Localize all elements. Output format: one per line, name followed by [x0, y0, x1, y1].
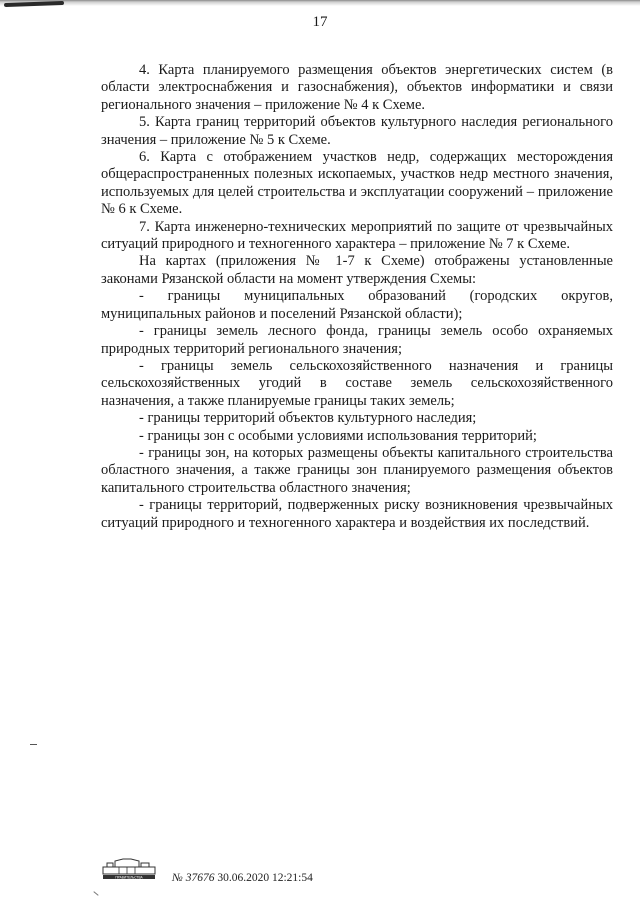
- list-item-emergency-risk: - границы территорий, подверженных риску возникновения чрезвычайных ситуаций природного и техногенного характера и воздействия их последствий.: [101, 497, 613, 531]
- paragraph-map-6: 6. Карта с отображением участков недр, содержащих месторождения общераспространенных полезных ископаемых, участков недр местного значения, используемых для целей строительства и эксплуатации сооружений – приложение № 6 к Схеме.: [101, 149, 613, 218]
- list-item-municipal-borders: - границы муниципальных образований (городских округов, муниципальных районов и поселений Рязанской области);: [101, 288, 613, 322]
- scan-artifact-mark: [4, 1, 64, 7]
- page-number: 17: [312, 14, 328, 30]
- list-item-capital-construction: - границы зон, на которых размещены объекты капитального строительства областного значения, а также границы зон планируемого размещения объектов капитального строительства областного значения;: [101, 444, 613, 496]
- government-stamp-logo: [101, 858, 157, 880]
- list-item-agricultural-borders: - границы земель сельскохозяйственного назначения и границы сельскохозяйственных угодий в составе земель сельскохозяйственного назначения, а также планируемые границы таких земель;: [101, 357, 613, 409]
- scan-artifact-dash: [30, 744, 37, 745]
- document-registration: [172, 872, 313, 884]
- list-item-special-zones: - границы зон с особыми условиями использования территорий;: [139, 427, 537, 444]
- scan-artifact-tick: [93, 891, 98, 896]
- stamp-text: ПРАВИТЕЛЬСТВА: [115, 875, 143, 880]
- document-number: № 37676: [172, 872, 215, 884]
- document-timestamp: 30.06.2020 12:21:54: [217, 872, 313, 884]
- paragraph-map-4: 4. Карта планируемого размещения объектов энергетических систем (в области электроснабжения и газоснабжения), объектов информатики и связи регионального значения – приложение № 4 к Схеме.: [101, 62, 613, 113]
- paragraph-map-5: 5. Карта границ территорий объектов культурного наследия регионального значения – приложение № 5 к Схеме.: [101, 114, 613, 148]
- list-item-forest-borders: - границы земель лесного фонда, границы земель особо охраняемых природных территорий регионального значения;: [101, 323, 613, 357]
- paragraph-maps-intro: На картах (приложения № 1-7 к Схеме) отображены установленные законами Рязанской области на момент утверждения Схемы:: [101, 253, 613, 287]
- list-item-cultural-heritage: - границы территорий объектов культурного наследия;: [139, 410, 477, 427]
- scan-top-edge: [0, 0, 640, 6]
- document-body: [101, 62, 613, 532]
- paragraph-map-7: 7. Карта инженерно-технических мероприятий по защите от чрезвычайных ситуаций природного и техногенного характера – приложение № 7 к Схеме.: [101, 218, 613, 253]
